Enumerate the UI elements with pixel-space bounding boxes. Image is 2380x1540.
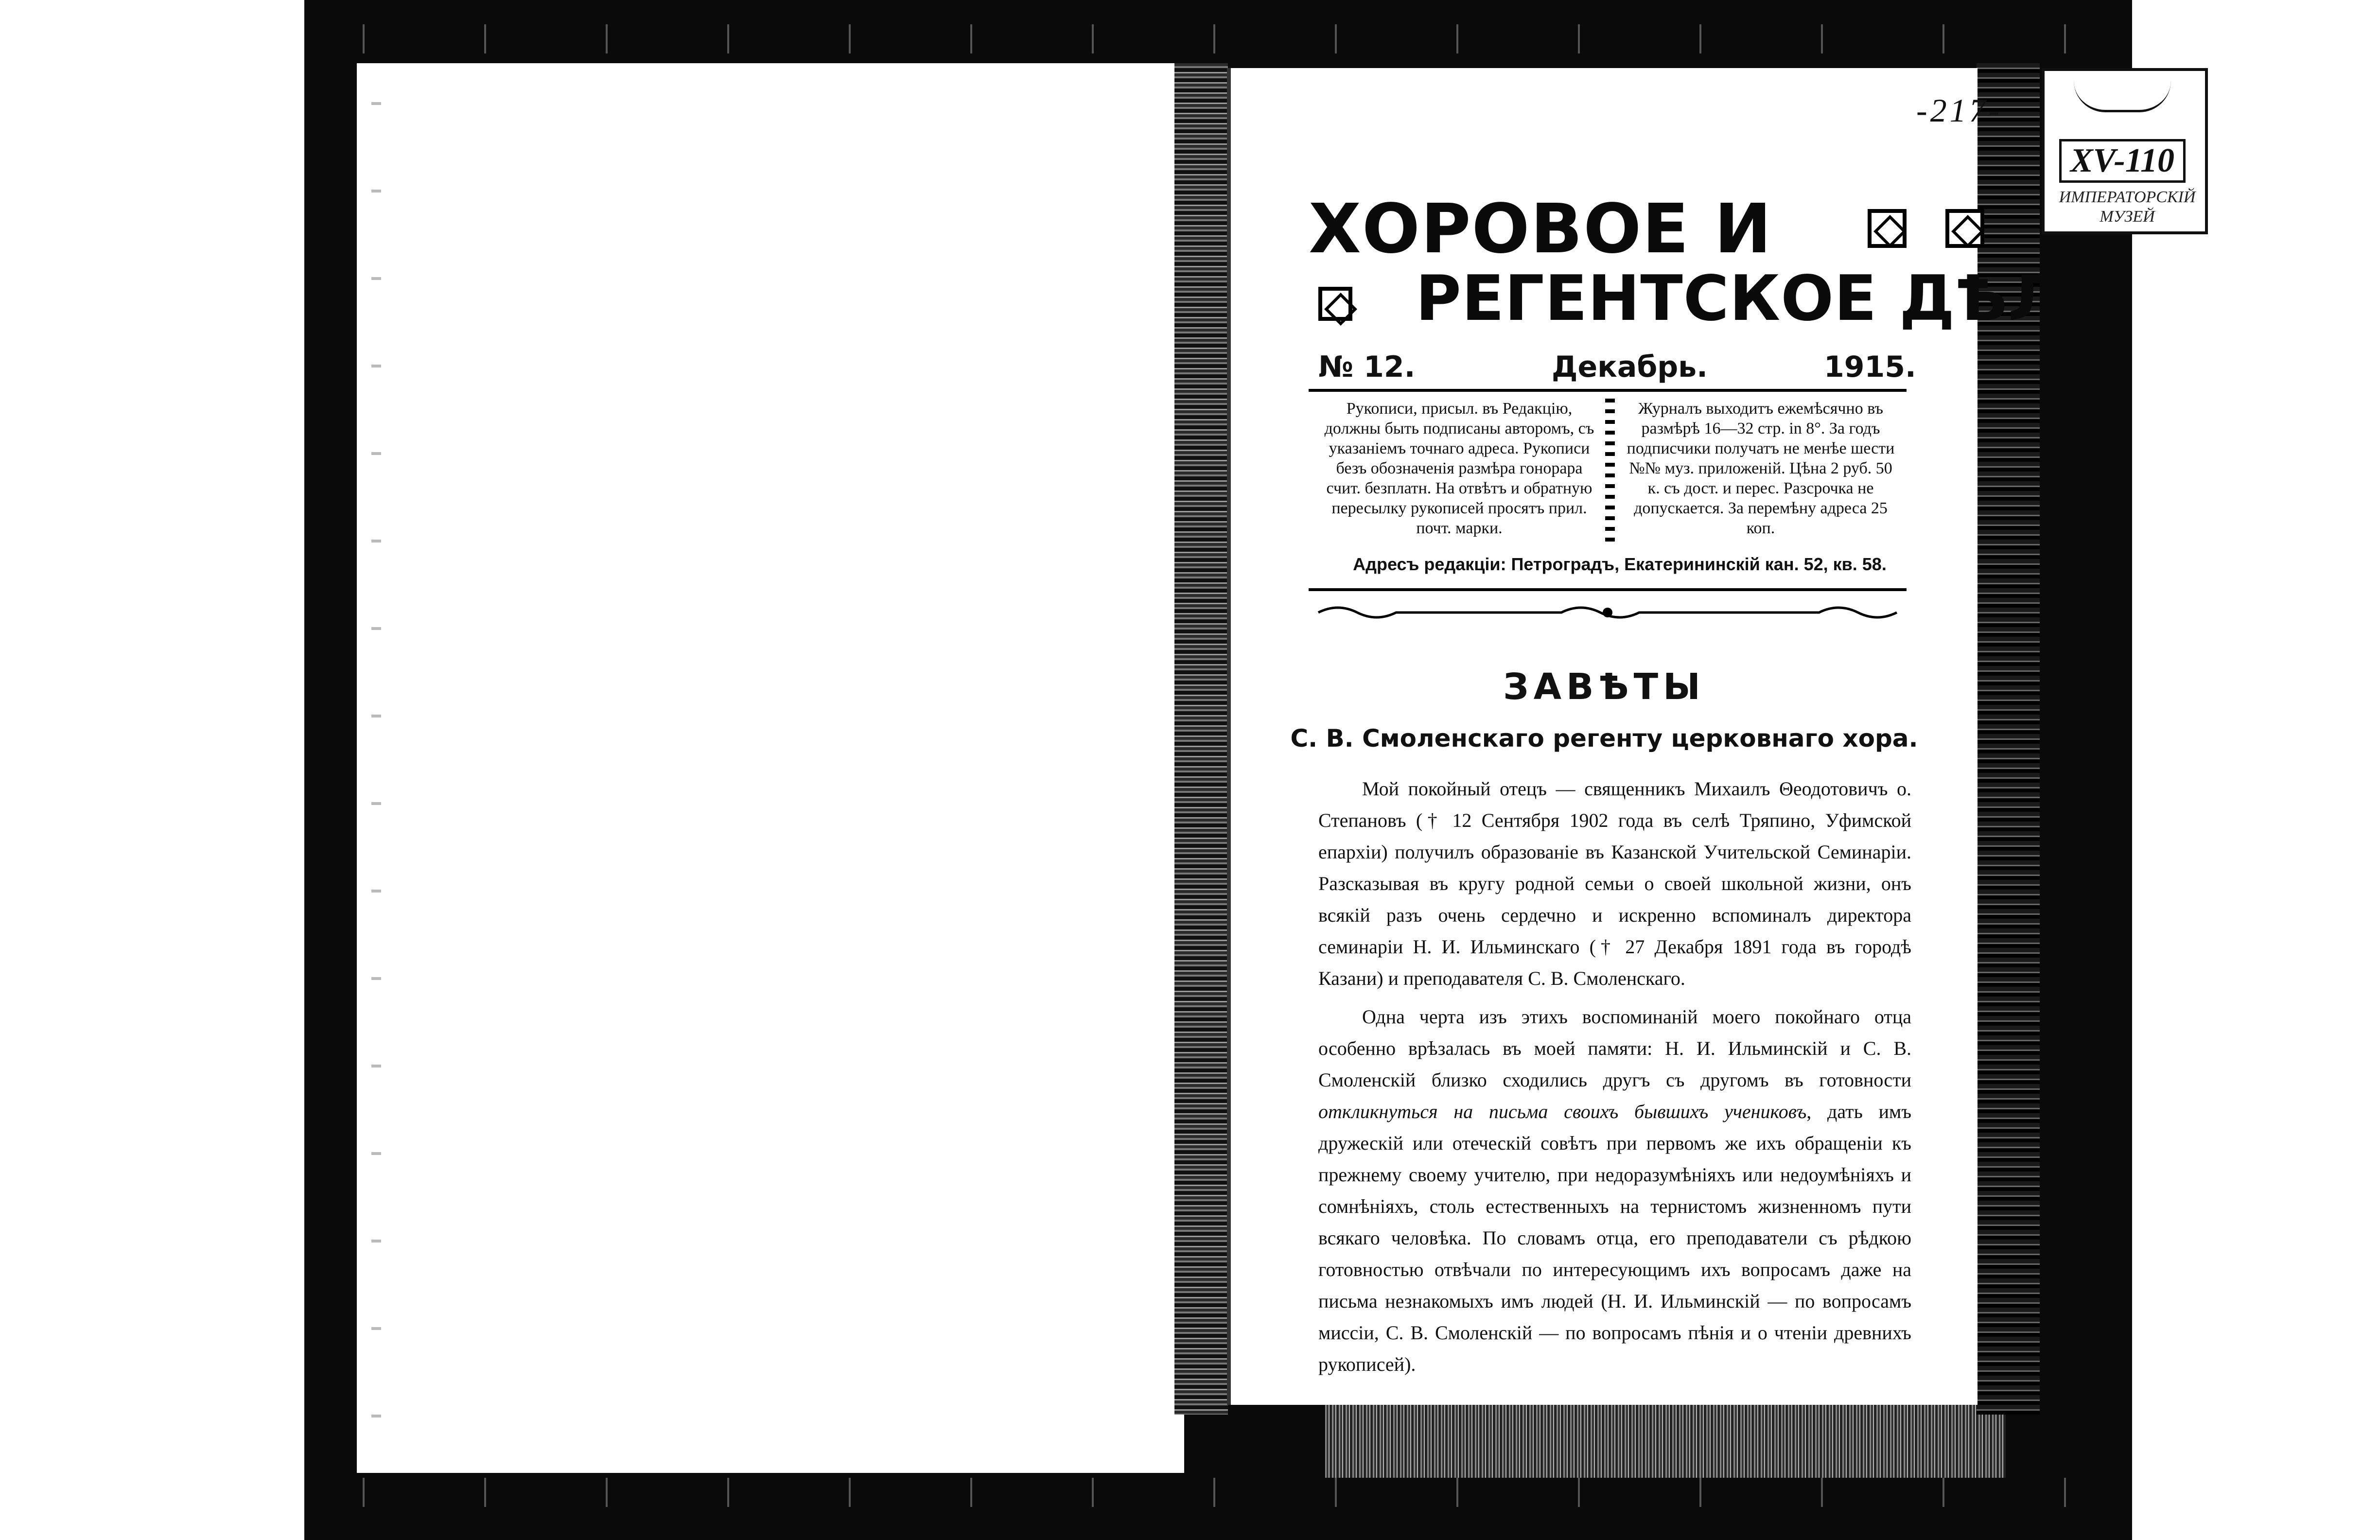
decorative-flourish <box>1309 600 1907 625</box>
blank-left-page <box>357 63 1184 1473</box>
handwritten-page-number: -217- <box>1916 92 2003 129</box>
editorial-address: Адресъ редакціи: Петроградъ, Екатерининскій кан. 52, кв. 58. <box>1353 554 1887 574</box>
emphasis: откликнуться на письма своихъ бывшихъ учениковъ <box>1318 1101 1807 1122</box>
eagle-emblem-icon <box>2074 81 2171 112</box>
article-title: ЗАВѢТЫ <box>1503 666 1705 708</box>
film-perforation-bottom <box>304 1478 2132 1507</box>
issue-line <box>1309 350 1916 392</box>
stamp-code: XV-110 <box>2059 139 2186 183</box>
article-subtitle: С. В. Смоленскаго регенту церковнаго хора. <box>1290 724 1918 752</box>
microfilm-scan <box>304 0 2196 1540</box>
article-body <box>1318 773 1911 1387</box>
ornamental-divider <box>1605 399 1615 544</box>
ornament-square-icon <box>1945 209 1984 248</box>
info-right: Журналъ выходитъ ежемѣсячно въ размѣрѣ 16—32 стр. in 8°. За годъ подписчики получатъ не менѣе шести №№ муз. приложеній. Цѣна 2 руб. 50 к. съ дост. и перес. Разсрочка не допускается. За перемѣну адреса 25 коп. <box>1627 400 1895 537</box>
ornament-square-icon <box>1318 287 1352 321</box>
museum-stamp <box>2042 68 2208 234</box>
issue-month: Декабрь. <box>1552 350 1708 384</box>
rule <box>1309 588 1907 591</box>
info-left: Рукописи, присыл. въ Редакцію, должны быть подписаны авторомъ, съ указаніемъ точнаго адреса. Рукописи безъ обозначенія размѣра гонорара счит. безплатн. На отвѣтъ и обратную пересылку рукописей просятъ прил. почт. марки. <box>1324 400 1594 537</box>
book-gutter <box>1174 63 1228 1415</box>
ornament-square-icon <box>1868 209 1907 248</box>
paragraph: Мой покойный отецъ — священникъ Михаилъ Θеодотовичъ о. Степановъ († 12 Сентября 1902 года въ селѣ Тряпино, Уфимской епархіи) получилъ образованіе въ Казанской Учительской Семинаріи. Разсказывая въ кругу родной семьи о своей школьной жизни, онъ всякій разъ очень сердечно и искренно вспоминалъ директора семинаріи Н. И. Ильминскаго († 27 Декабря 1891 года въ городѣ Казани) и преподавателя С. В. Смоленскаго. <box>1318 778 1911 989</box>
page-bottom-edge <box>1325 1400 2006 1478</box>
journal-page <box>1227 68 2196 1405</box>
issue-number: № 12. <box>1318 350 1416 384</box>
page-edge-marks <box>371 63 381 1473</box>
issue-year: 1915. <box>1824 350 1916 384</box>
film-perforation-top <box>304 24 2132 53</box>
paragraph: Одна черта изъ этихъ воспоминаній моего покойнаго отца особенно врѣзалась въ моей памяти: Н. И. Ильминскій и С. В. Смоленскій близко сходились другъ съ другомъ въ готовности откликнуться на письма своихъ бывшихъ учениковъ, дать имъ дружескій или отеческій совѣтъ при первомъ же ихъ обращеніи къ прежнему своему учителю, при недоразумѣніяхъ или недоумѣніяхъ и сомнѣніяхъ, столь естественныхъ на тернистомъ жизненномъ пути всякаго человѣка. По словамъ отца, его преподаватели съ рѣдкою готовностью отвѣчали по интересующимъ ихъ вопросамъ даже на письма незнакомыхъ имъ людей (Н. И. Ильминскій — по вопросамъ миссіи, С. В. Смоленскій — по вопросамъ пѣнія и о чтеніи древнихъ рукописей). <box>1318 1006 1911 1375</box>
masthead-line-2: РЕГЕНТСКОЕ ДѢЛО. <box>1416 262 2138 335</box>
masthead-line-1: ХОРОВОЕ И <box>1309 190 1772 269</box>
stamp-text: ИМПЕРАТОРСКIЙ МУЗЕЙ <box>2059 188 2196 226</box>
